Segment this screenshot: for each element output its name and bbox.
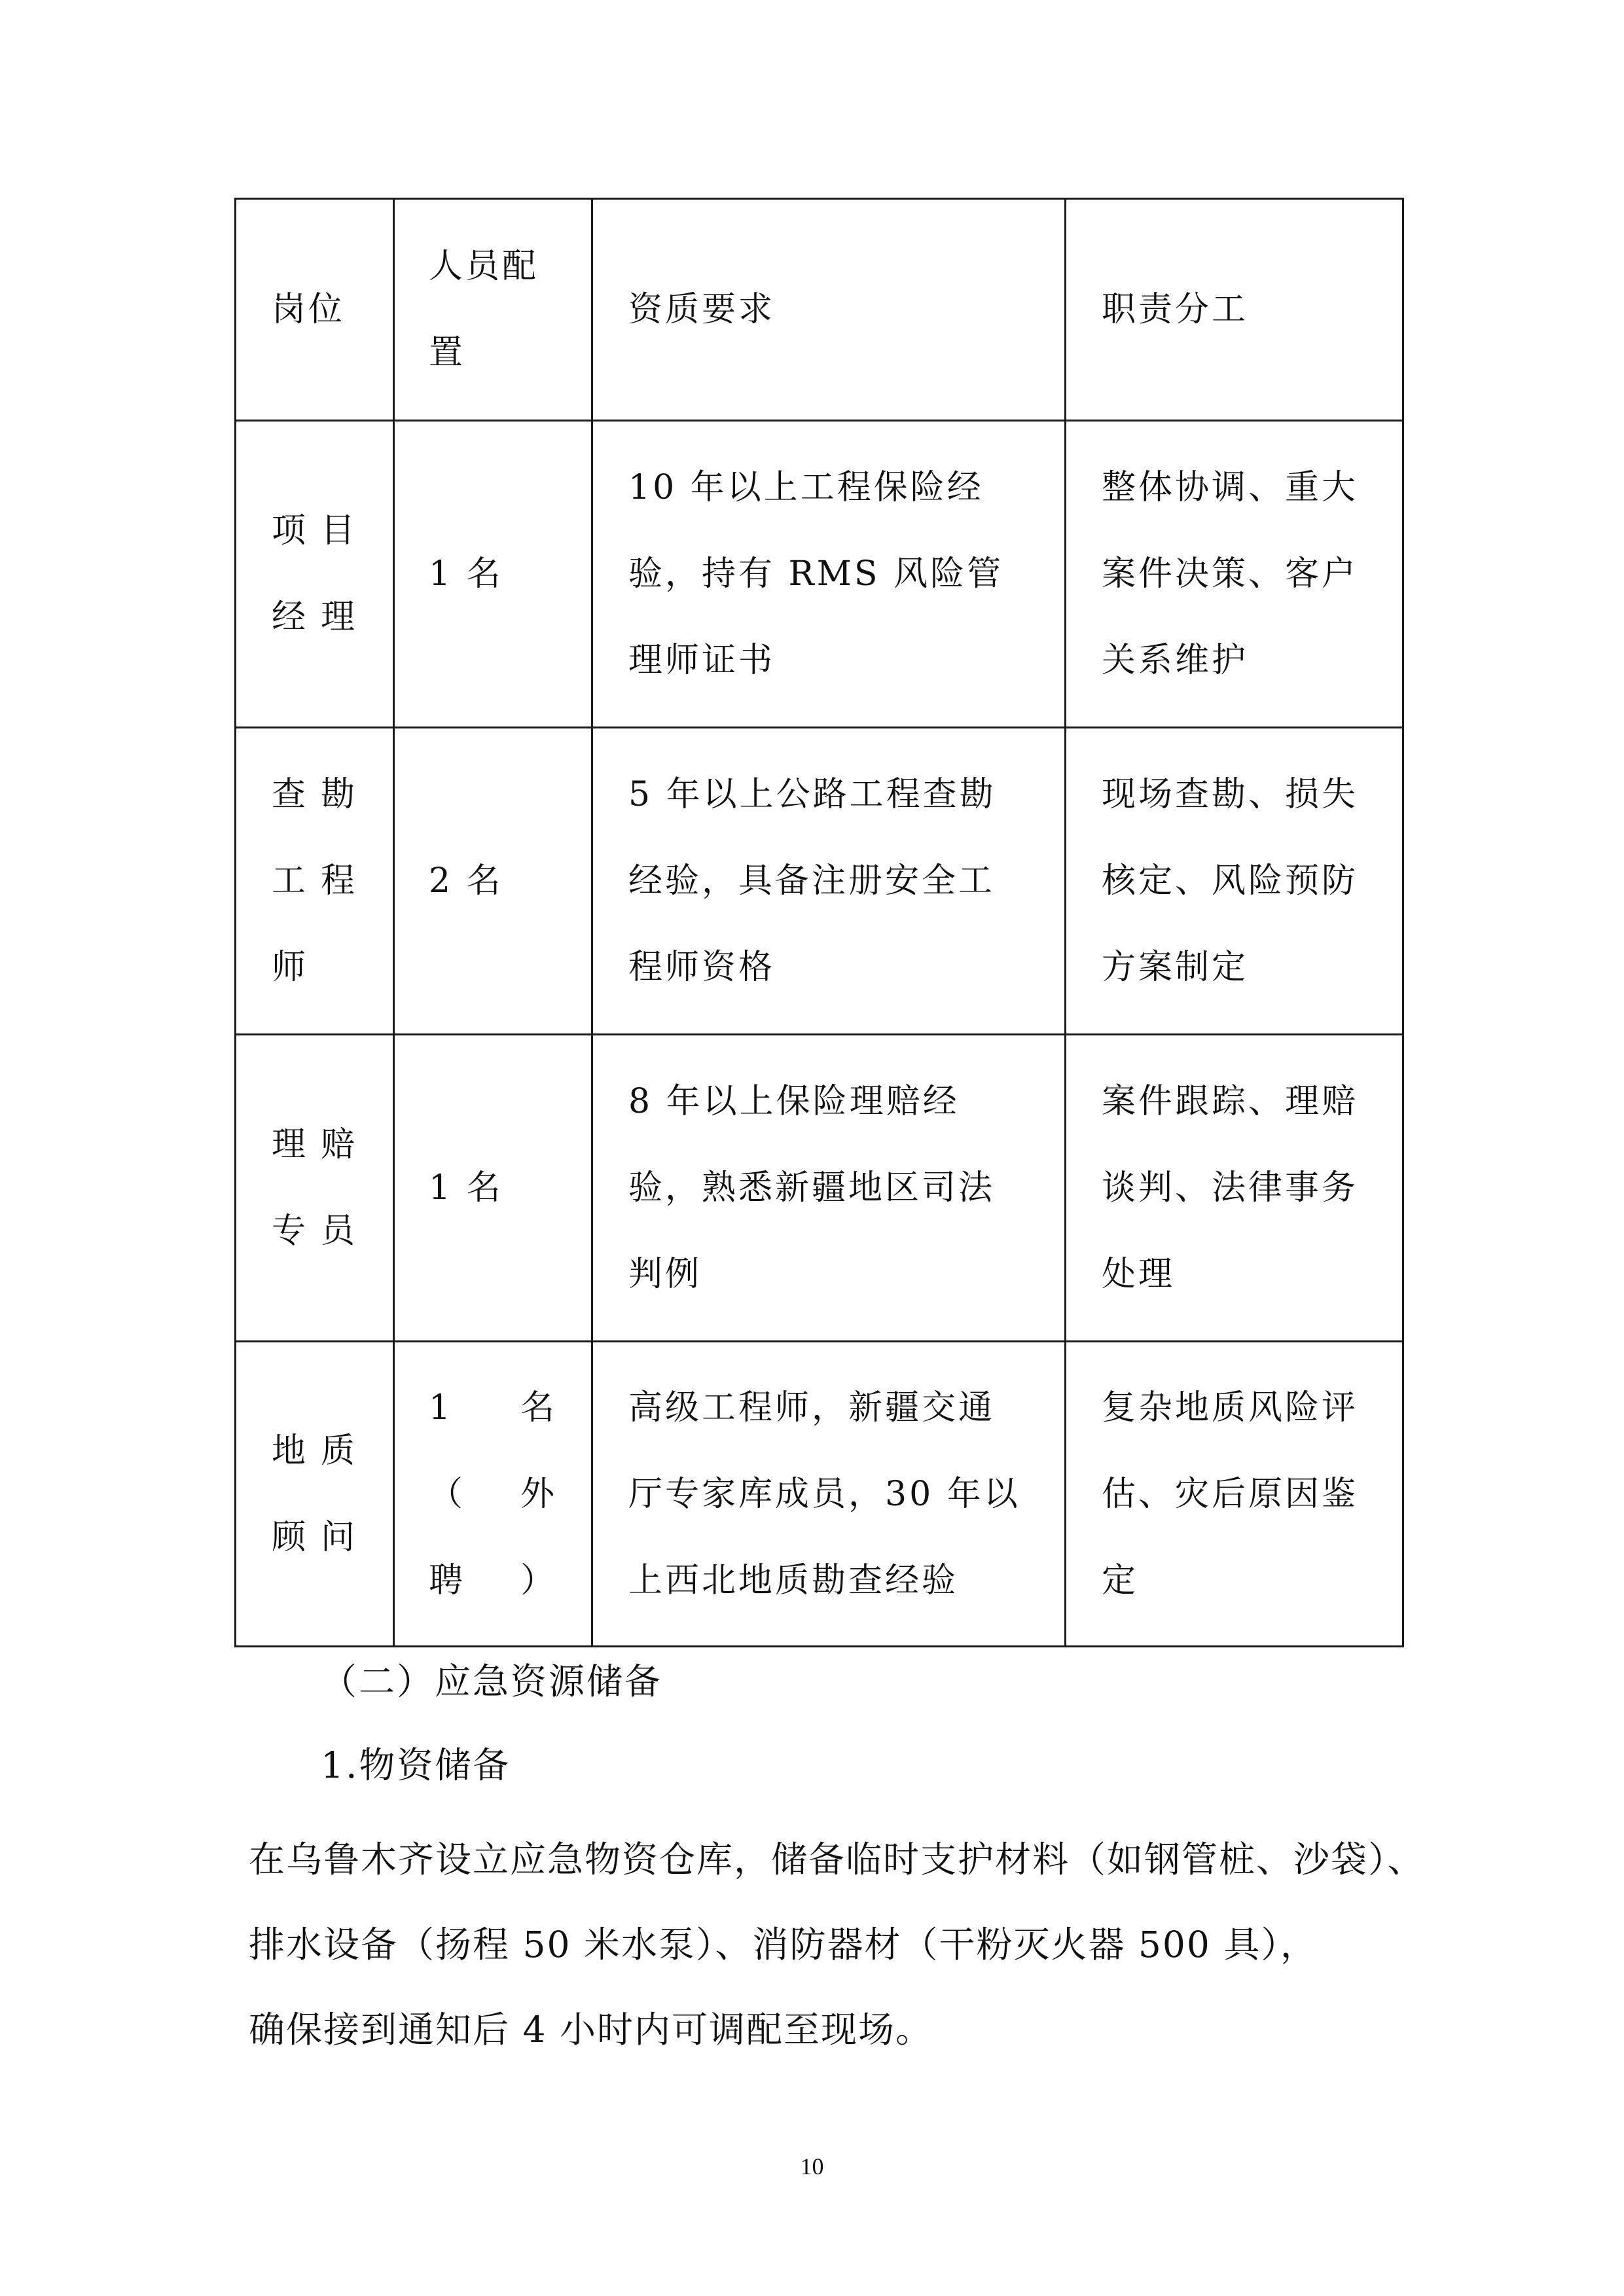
header-staff: 人员配置 bbox=[394, 199, 592, 421]
paragraph-line: 在乌鲁木齐设立应急物资仓库，储备临时支护材料（如钢管桩、沙袋）、 bbox=[249, 1839, 1425, 1880]
cell-qualification: 高级工程师，新疆交通厅专家库成员，30 年以上西北地质勘查经验 bbox=[592, 1342, 1066, 1647]
paragraph-line: 排水设备（扬程 50 米水泵）、消防器材（干粉灭火器 500 具）， bbox=[249, 1924, 1318, 1965]
cell-staff: 2 名 bbox=[394, 728, 592, 1035]
cell-duties: 复杂地质风险评估、灾后原因鉴定 bbox=[1066, 1342, 1403, 1647]
header-duties: 职责分工 bbox=[1066, 199, 1403, 421]
cell-qualification: 10 年以上工程保险经验，持有 RMS 风险管理师证书 bbox=[592, 421, 1066, 728]
table-row bbox=[236, 1342, 1403, 1647]
cell-duties: 案件跟踪、理赔谈判、法律事务处理 bbox=[1066, 1035, 1403, 1342]
cell-position: 查勘工程师 bbox=[236, 728, 394, 1035]
table-row bbox=[236, 421, 1403, 728]
table-row bbox=[236, 1035, 1403, 1342]
header-position: 岗位 bbox=[236, 199, 394, 421]
staffing-table bbox=[234, 198, 1404, 1647]
cell-duties: 现场查勘、损失核定、风险预防方案制定 bbox=[1066, 728, 1403, 1035]
cell-qualification: 8 年以上保险理赔经验，熟悉新疆地区司法判例 bbox=[592, 1035, 1066, 1342]
body-paragraph bbox=[249, 1817, 1425, 2072]
table-header-row bbox=[236, 199, 1403, 421]
cell-staff: 1 名（外聘） bbox=[394, 1342, 592, 1647]
cell-position: 地质顾问 bbox=[236, 1342, 394, 1647]
page-number: 10 bbox=[800, 2153, 824, 2179]
cell-position: 理赔专员 bbox=[236, 1035, 394, 1342]
paragraph-line: 确保接到通知后 4 小时内可调配至现场。 bbox=[249, 2009, 933, 2051]
section-heading: （二）应急资源储备 bbox=[321, 1660, 663, 1702]
cell-staff: 1 名 bbox=[394, 1035, 592, 1342]
cell-staff: 1 名 bbox=[394, 421, 592, 728]
sub-heading: 1.物资储备 bbox=[321, 1744, 511, 1786]
cell-qualification: 5 年以上公路工程查勘经验，具备注册安全工程师资格 bbox=[592, 728, 1066, 1035]
table-row bbox=[236, 728, 1403, 1035]
cell-position: 项目经理 bbox=[236, 421, 394, 728]
header-qualification: 资质要求 bbox=[592, 199, 1066, 421]
cell-duties: 整体协调、重大案件决策、客户关系维护 bbox=[1066, 421, 1403, 728]
